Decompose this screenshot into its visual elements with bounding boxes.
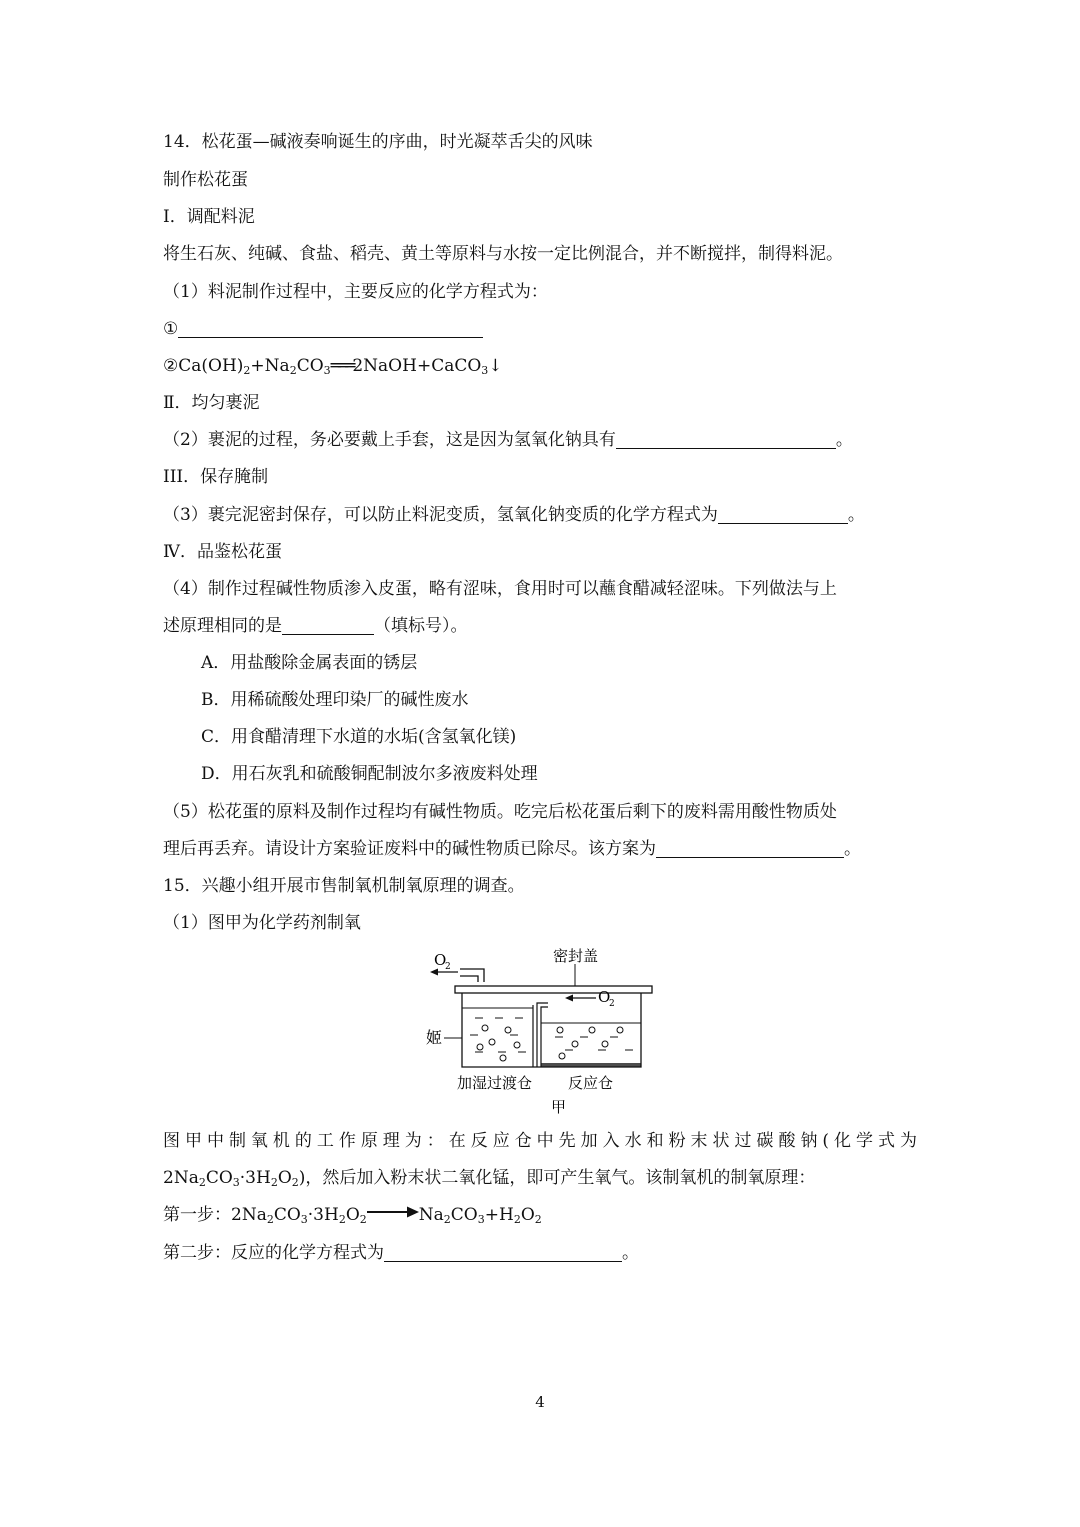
- option-c: C．用食醋清理下水道的水垢(含氢氧化镁): [201, 727, 517, 747]
- section-1-heading: Ⅰ．调配料泥: [163, 207, 255, 227]
- page-number: 4: [535, 1393, 545, 1411]
- q14-part-4-line-1: （4）制作过程碱性物质渗入皮蛋，略有涩味，食用时可以蘸食醋减轻涩味。下列做法与上: [163, 579, 837, 599]
- reaction-step-1: 第一步：$2Na_2CO_3\cdot 3H_2O_2$ $Na_2CO_3+H_2O_2$: [163, 1205, 542, 1226]
- answer-blank-6[interactable]: [384, 1243, 622, 1262]
- q15-text-line-1: 图甲中制氧机的工作原理为：在反应仓中先加入水和粉末状过碳酸钠(化学式为: [163, 1131, 917, 1151]
- q14-part-4-line-2: 述原理相同的是 （填标号）。: [163, 616, 468, 636]
- svg-text:O: O: [434, 951, 447, 969]
- answer-blank-2[interactable]: [616, 430, 836, 449]
- q14-part-3: （3）裹完泥密封保存，可以防止料泥变质，氢氧化钠变质的化学方程式为 。: [163, 505, 865, 525]
- equals-sign: ═══: [330, 356, 353, 376]
- q14-part-5-line-2: 理后再丢弃。请设计方案验证废料中的碱性物质已除尽。该方案为 。: [163, 839, 861, 859]
- svg-text:反应仓: 反应仓: [568, 1074, 614, 1092]
- answer-blank-3[interactable]: [718, 505, 848, 524]
- q14-part-1: （1）料泥制作过程中，主要反应的化学方程式为：: [163, 282, 548, 302]
- svg-text:加湿过渡仓: 加湿过渡仓: [457, 1074, 533, 1092]
- reaction-step-2: 第二步：反应的化学方程式为 。: [163, 1243, 639, 1263]
- q14-subtitle: 制作松花蛋: [163, 170, 248, 190]
- section-2-heading: Ⅱ．均匀裹泥: [163, 393, 260, 413]
- equation-1-label: ①: [163, 319, 179, 339]
- section-1-text: 将生石灰、纯碱、食盐、稻壳、黄土等原料与水按一定比例混合，并不断搅拌，制得料泥。: [163, 244, 843, 264]
- q14-part-5-line-1: （5）松花蛋的原料及制作过程均有碱性物质。吃完后松花蛋后剩下的废料需用酸性物质处: [163, 802, 837, 822]
- section-4-heading: Ⅳ．品鉴松花蛋: [163, 542, 282, 562]
- lid-label: 密封盖: [553, 947, 599, 965]
- q15-text-line-2: $2Na_2CO_3\cdot 3H_2O_2$)，然后加入粉末状二氧化锰，即可产生氧气。该制氧机的制氧原理：: [163, 1168, 816, 1189]
- precipitate-arrow: ↓: [488, 356, 503, 376]
- q14-part-2: （2）裹泥的过程，务必要戴上手套，这是因为氢氧化钠具有 。: [163, 430, 853, 450]
- oxygen-generator-diagram: [420, 940, 670, 1120]
- q15-part-1: （1）图甲为化学药剂制氧: [163, 913, 361, 933]
- reaction-arrow-icon: [367, 1205, 419, 1219]
- option-b: B．用稀硫酸处理印染厂的碱性废水: [201, 690, 469, 710]
- option-a: A．用盐酸除金属表面的锈层: [201, 653, 418, 673]
- q14-title: 14．松花蛋—碱液奏响诞生的序曲，时光凝萃舌尖的风味: [163, 132, 593, 152]
- option-d: D．用石灰乳和硫酸铜配制波尔多液废料处理: [201, 764, 538, 784]
- equation-2: $②Ca(OH)_2+Na_2CO_3═══2NaOH+CaCO_3↓$: [163, 356, 503, 377]
- svg-text:O: O: [598, 988, 611, 1006]
- svg-text:2: 2: [445, 962, 451, 972]
- section-3-heading: III．保存腌制: [163, 467, 269, 487]
- q15-title: 15．兴趣小组开展市售制氧机制氧原理的调查。: [163, 876, 525, 896]
- answer-blank-5[interactable]: [656, 839, 844, 858]
- svg-text:2: 2: [609, 999, 615, 1009]
- svg-text:姬: 姬: [426, 1028, 443, 1047]
- answer-blank-4[interactable]: [282, 616, 374, 635]
- equation-1: [163, 317, 483, 341]
- figure-caption: 甲: [551, 1098, 567, 1116]
- answer-blank-1[interactable]: [178, 319, 483, 338]
